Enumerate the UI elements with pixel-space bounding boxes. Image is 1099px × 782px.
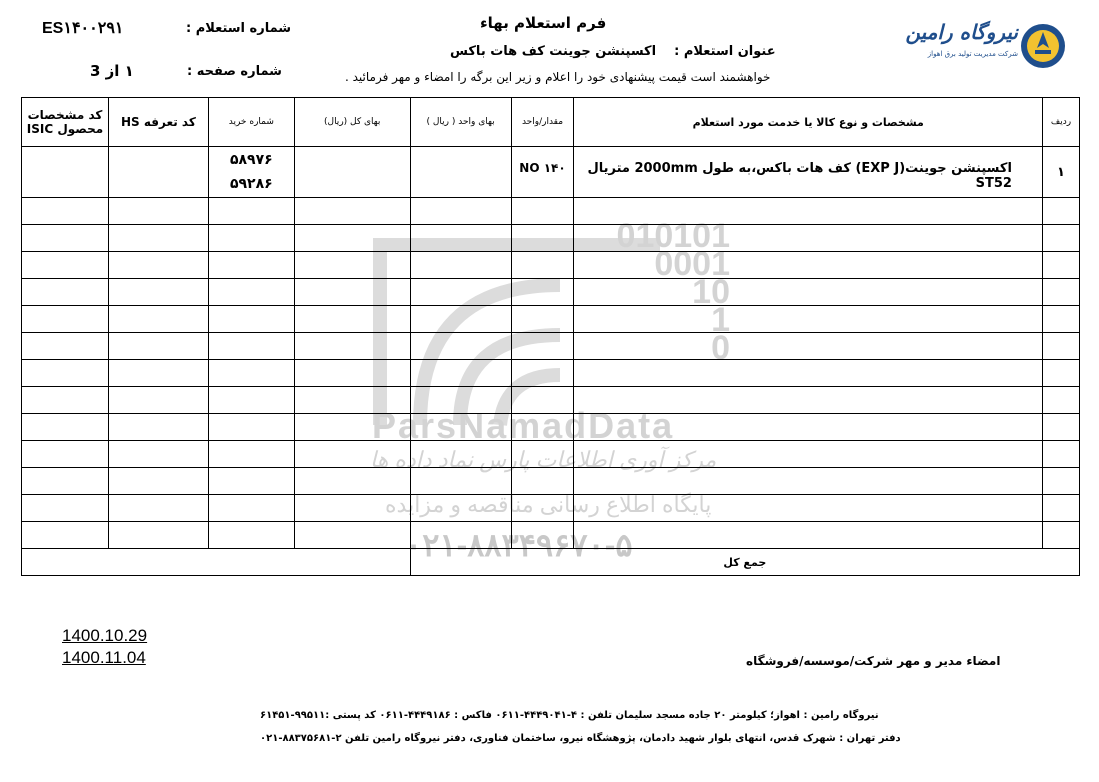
table-row — [22, 387, 1080, 414]
footer-address-plant: نیروگاه رامین : اهواز؛ کیلومتر ۲۰ جاده مسجد سلیمان تلفن : ۴-۴۴۴۹۰۴۱-۰۶۱۱ فاکس : ۴۴۴۹۱۸۶-۰۶۱۱ کد پستی :۹۹۵۱۱-۶۱۴۵۱ — [260, 710, 879, 721]
subject-value: اکسپنشن جوینت کف هات باکس — [450, 44, 657, 59]
col-hs-code: کد تعرفه HS — [108, 98, 208, 147]
request-note: خواهشمند است قیمت پیشنهادی خود را اعلام و زیر این برگه را امضاء و مهر فرمائید . — [345, 70, 771, 84]
signature-label: امضاء مدیر و مهر شرکت/موسسه/فروشگاه — [746, 654, 1001, 668]
purchase-no-2: ۵۹۲۸۶ — [229, 176, 273, 192]
table-row — [22, 306, 1080, 333]
footer-address-tehran: دفتر تهران : شهرک قدس، انتهای بلوار شهید دادمان، پژوهشگاه نیرو، ساختمان فناوری، دفتر نیروگاه رامین تلفن ۲-۸۸۳۷۵۶۸۱-۰۲۱ — [260, 733, 901, 744]
watermark-line2: پایگاه اطلاع رسانی مناقصه و مزایده — [385, 492, 712, 517]
cell-description: اکسپنشن جوینت(EXP J) کف هات باکس،به طول 2000mm متریال ST52 — [574, 147, 1042, 198]
watermark-phone: ۰۲۱-۸۸۳۴۹۶۷۰-۵ — [405, 527, 633, 563]
col-description: مشخصات و نوع کالا یا خدمت مورد استعلام — [574, 98, 1042, 147]
cell-hs-code — [108, 147, 208, 198]
watermark-line1: مرکز آوری اطلاعات پارس نماد داده ها — [370, 447, 717, 472]
watermark-digit-line: 1 — [711, 301, 730, 339]
table-row — [22, 225, 1080, 252]
purchase-no-1: ۵۸۹۷۶ — [229, 152, 273, 168]
total-value-cell — [22, 549, 411, 576]
col-row-number: ردیف — [1042, 98, 1079, 147]
cell-total-price — [294, 147, 410, 198]
table-row — [22, 441, 1080, 468]
col-total-price: بهای کل (ریال) — [294, 98, 410, 147]
cell-quantity: ۱۴۰ NO — [511, 147, 574, 198]
table-header-row — [22, 98, 1080, 147]
total-label: جمع کل — [410, 549, 1079, 576]
subject-line — [450, 44, 776, 59]
company-logo — [905, 18, 1070, 73]
col-unit-price: بهای واحد ( ریال ) — [410, 98, 511, 147]
total-row — [22, 549, 1080, 576]
subject-label: عنوان استعلام : — [674, 44, 776, 59]
table-row — [22, 522, 1080, 549]
col-purchase-no: شماره خرید — [208, 98, 294, 147]
watermark-digit-line: 10 — [692, 273, 730, 311]
table-row — [22, 333, 1080, 360]
watermark-digit-line: 0 — [711, 329, 730, 367]
logo-title: نیروگاه رامین — [905, 20, 1018, 44]
inquiry-table — [21, 97, 1080, 576]
page-number-value: ۱ از 3 — [90, 62, 134, 80]
table-row — [22, 414, 1080, 441]
table-row — [22, 147, 1080, 198]
watermark-digit-line: 0001 — [654, 245, 730, 283]
cell-row-number: ۱ — [1042, 147, 1079, 198]
watermark-brand: ParsNamadData — [372, 405, 675, 446]
table-row — [22, 252, 1080, 279]
table-row — [22, 360, 1080, 387]
page-number-label: شماره صفحه : — [187, 64, 282, 79]
table-row — [22, 468, 1080, 495]
col-isic: کد مشخصات محصول ISIC — [22, 98, 109, 147]
table-row — [22, 495, 1080, 522]
date-1: 1400.10.29 — [62, 626, 148, 645]
watermark-digit-line: 010101 — [616, 217, 730, 255]
date-2: 1400.11.04 — [62, 648, 146, 667]
cell-unit-price — [410, 147, 511, 198]
table-row — [22, 198, 1080, 225]
form-title: فرم استعلام بهاء — [480, 14, 607, 32]
inquiry-number-value: ES۱۴۰۰۲۹۱ — [42, 20, 124, 37]
inquiry-number-label: شماره استعلام : — [186, 21, 292, 36]
table-row — [22, 279, 1080, 306]
col-quantity: مقدار/واحد — [511, 98, 574, 147]
cell-isic — [22, 147, 109, 198]
logo-subtitle: شرکت مدیریت تولید برق اهواز — [927, 50, 1018, 58]
cell-purchase-no — [208, 147, 294, 198]
